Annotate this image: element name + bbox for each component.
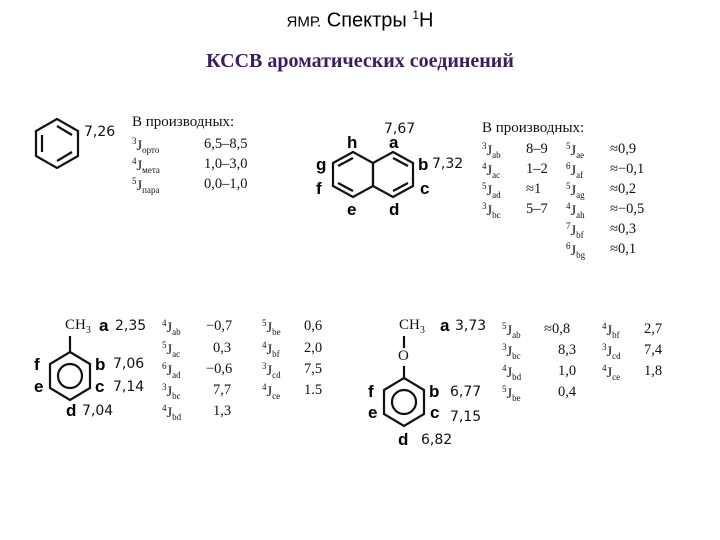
naphthalene-label-f: f (316, 179, 322, 198)
toluene-shift-a: 2,35 (115, 318, 147, 334)
toluene-coupling-row: $^4J_{ce}$ 1.5 (262, 382, 323, 401)
benzene-coupling-row: $^3J_{орто}$ 6,5–8,5 (132, 136, 248, 155)
page-subtitle: КССВ ароматических соединений (206, 50, 514, 72)
naphthalene-coupling-row: $^7J_{bf}$ ≈0,3 (566, 221, 637, 240)
naphthalene-coupling-row: $^5J_{ad}$ ≈1 (482, 181, 542, 200)
anisole-coupling-row: $^3J_{cd}$ 7,4 (602, 342, 663, 361)
toluene-coupling-row: $^5J_{ac}$ 0,3 (162, 340, 232, 359)
anisole-label-d: d (398, 430, 409, 449)
toluene-label-a: a (99, 316, 109, 335)
anisole-coupling-row: $^4J_{bf}$ 2,7 (602, 321, 663, 340)
title-prefix: ЯМР. (286, 13, 322, 31)
anisole-ch3: $CH_3$ (399, 317, 425, 336)
toluene-label-f: f (34, 355, 40, 374)
naphthalene-label-b: b (418, 155, 429, 174)
naphthalene-derivatives-header: В производных: (482, 120, 585, 136)
anisole-label-a: a (440, 316, 450, 335)
toluene-coupling-row: $^3J_{cd}$ 7,5 (262, 361, 323, 380)
benzene-coupling-row: $^4J_{мета}$ 1,0–3,0 (132, 156, 248, 175)
naphthalene-coupling-row: $^4J_{ah}$ ≈−0,5 (566, 201, 645, 220)
anisole-label-b: b (429, 382, 440, 401)
naphthalene-shift-b: 7,32 (432, 156, 464, 172)
naphthalene-coupling-row: $^4J_{ac}$ 1–2 (482, 161, 548, 180)
toluene-coupling-row: $^4J_{bd}$ 1,3 (162, 403, 232, 422)
naphthalene-shift-a: 7,67 (384, 121, 416, 137)
toluene-label-d: d (66, 401, 77, 420)
anisole-coupling-row: $^5J_{ab}$ ≈0,8 (502, 321, 571, 340)
toluene-label-b: b (95, 355, 106, 374)
anisole-coupling-row: $^5J_{be}$ 0,4 (502, 384, 577, 403)
naphthalene-structure (328, 150, 428, 210)
anisole-shift-a: 3,73 (455, 318, 487, 334)
toluene-ch3: $CH_3$ (65, 317, 91, 336)
naphthalene-coupling-row: $^3J_{bc}$ 5–7 (482, 201, 548, 220)
title-nucleus: Н (419, 9, 434, 32)
anisole-coupling-row: $^3J_{bc}$ 8,3 (502, 342, 577, 361)
toluene-coupling-row: $^6J_{ad}$ −0,6 (162, 361, 233, 380)
anisole-coupling-row: $^4J_{bd}$ 1,0 (502, 363, 577, 382)
anisole-shift-d: 6,82 (421, 432, 453, 448)
toluene-coupling-row: $^4J_{ab}$ −0,7 (162, 318, 233, 337)
naphthalene-label-c: c (420, 179, 430, 198)
benzene-shift: 7,26 (84, 124, 116, 140)
anisole-oxygen: O (398, 348, 409, 364)
anisole-coupling-row: $^4J_{ce}$ 1,8 (602, 363, 663, 382)
toluene-coupling-row: $^4J_{bf}$ 2,0 (262, 340, 323, 359)
anisole-label-f: f (368, 382, 374, 401)
toluene-shift-d: 7,04 (82, 403, 114, 419)
anisole-label-e: e (368, 403, 378, 422)
naphthalene-coupling-row: $^5J_{ag}$ ≈0,2 (566, 181, 637, 200)
anisole-label-c: c (430, 403, 440, 422)
toluene-label-c: c (95, 377, 105, 396)
benzene-coupling-row: $^5J_{пара}$ 0,0–1,0 (132, 176, 248, 195)
toluene-coupling-row: $^3J_{bc}$ 7,7 (162, 382, 232, 401)
naphthalene-label-a: a (389, 133, 399, 152)
naphthalene-coupling-row: $^6J_{bg}$ ≈0,1 (566, 241, 637, 260)
toluene-shift-b: 7,06 (113, 356, 145, 372)
benzene-derivatives-header: В производных: (132, 114, 235, 130)
toluene-label-e: e (34, 377, 44, 396)
title-isotope: 1 (412, 8, 420, 22)
title-main: Спектры (326, 9, 407, 32)
naphthalene-label-d: d (389, 200, 400, 219)
anisole-shift-c: 7,15 (450, 409, 482, 425)
naphthalene-label-h: h (347, 133, 358, 152)
naphthalene-label-g: g (316, 155, 327, 174)
naphthalene-coupling-row: $^5J_{ae}$ ≈0,9 (566, 141, 637, 160)
anisole-shift-b: 6,77 (450, 384, 482, 400)
naphthalene-coupling-row: $^3J_{ab}$ 8–9 (482, 141, 548, 160)
toluene-shift-c: 7,14 (113, 379, 145, 395)
page-title (0, 8, 720, 33)
benzene-structure (30, 115, 90, 175)
naphthalene-label-e: e (347, 200, 357, 219)
naphthalene-coupling-row: $^6J_{af}$ ≈−0,1 (566, 161, 645, 180)
toluene-coupling-row: $^5J_{be}$ 0,6 (262, 318, 323, 337)
